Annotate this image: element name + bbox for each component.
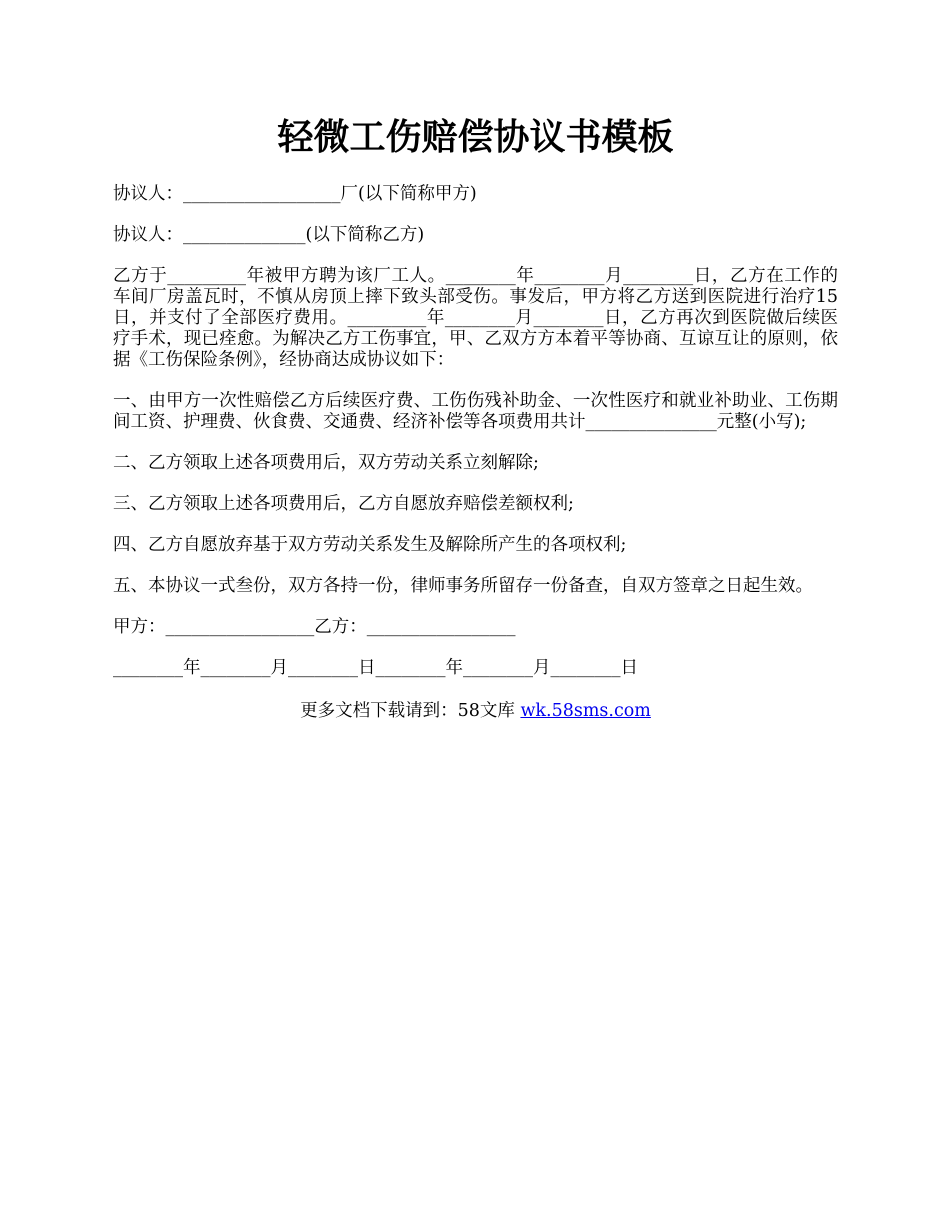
party-b-line: 协议人：______________(以下简称乙方) <box>113 225 425 245</box>
clause-4: 四、乙方自愿放弃基于双方劳动关系发生及解除所产生的各项权利; <box>113 535 627 555</box>
background-paragraph: 乙方于_________年被甲方聘为该厂工人。________年________月________日，乙方在工作的车间厂房盖瓦时，不慎从房顶上摔下致头部受伤。事发后，甲方将乙方送到医院进行治疗15日，并支付了全部医疗费用。_________年________月________日，乙方再次到医院做后续医疗手术，现已痊愈。为解决乙方工伤事宜，甲、乙双方方本着平等协商、互谅互让的原则，依据《工伤保险条例》，经协商达成协议如下： <box>113 266 838 370</box>
footer-download-note <box>113 701 838 722</box>
clause-1: 一、由甲方一次性赔偿乙方后续医疗费、工伤伤残补助金、一次性医疗和就业补助业、工伤期间工资、护理费、伙食费、交通费、经济补偿等各项费用共计_______________元整(小写); <box>113 391 838 432</box>
clause-3: 三、乙方领取上述各项费用后，乙方自愿放弃赔偿差额权利; <box>113 494 574 514</box>
signature-line: 甲方：_________________乙方：_________________ <box>113 617 516 637</box>
clause-5: 五、本协议一式叁份，双方各持一份，律师事务所留存一份备查，自双方签章之日起生效。 <box>113 576 813 596</box>
date-line: ________年________月________日________年________月________日 <box>113 658 638 678</box>
footer-prefix: 更多文档下载请到：58文库 <box>300 701 521 721</box>
document-title: 轻微工伤赔偿协议书模板 <box>277 116 674 158</box>
party-a-line: 协议人：__________________厂(以下简称甲方) <box>113 184 477 204</box>
footer-link[interactable]: wk.58sms.com <box>520 701 651 721</box>
clause-2: 二、乙方领取上述各项费用后，双方劳动关系立刻解除; <box>113 453 539 473</box>
